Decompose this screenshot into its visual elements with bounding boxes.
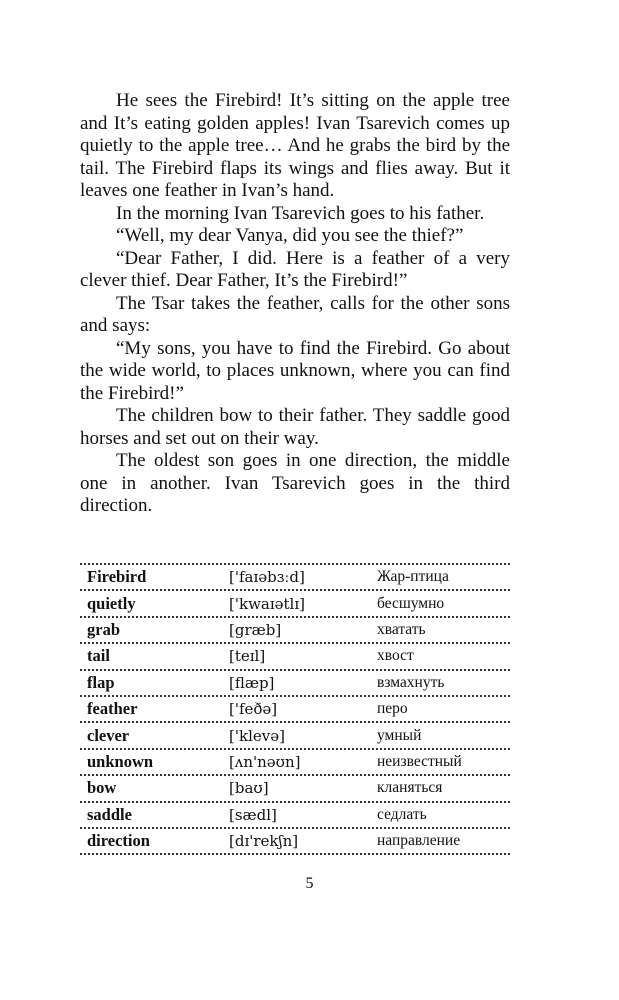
- vocabulary-row: [80, 776, 510, 802]
- vocab-transcription: ['kwaɪətlɪ]: [229, 594, 305, 613]
- vocab-word: saddle: [87, 804, 132, 824]
- vocab-word: flap: [87, 672, 115, 692]
- vocab-transcription: ['faɪəbɜːd]: [229, 568, 305, 587]
- story-text: [80, 90, 510, 518]
- vocab-translation: бесшумно: [377, 594, 445, 612]
- vocab-transcription: [græb]: [229, 620, 282, 639]
- vocab-translation: хватать: [377, 620, 426, 638]
- vocab-transcription: [dɪ'rekʃn]: [229, 832, 299, 851]
- vocab-transcription: [sædl]: [229, 805, 277, 824]
- vocab-translation: направление: [377, 832, 461, 850]
- vocab-word: Firebird: [87, 567, 147, 587]
- vocab-translation: перо: [377, 700, 408, 718]
- vocab-translation: Жар-птица: [377, 568, 449, 586]
- paragraph: The oldest son goes in one direction, the middle one in another. Ivan Tsarevich goes in the third direction.: [80, 450, 510, 516]
- vocab-word: feather: [87, 699, 138, 719]
- vocab-translation: неизвестный: [377, 752, 462, 770]
- vocabulary-row: [80, 565, 510, 591]
- vocab-translation: умный: [377, 726, 422, 744]
- vocabulary-row: [80, 671, 510, 697]
- vocab-transcription: [flæp]: [229, 673, 275, 692]
- vocab-transcription: ['feðə]: [229, 700, 278, 719]
- vocabulary-row: [80, 618, 510, 644]
- vocabulary-row: [80, 644, 510, 670]
- paragraph: The Tsar takes the feather, calls for the other sons and says:: [80, 292, 510, 336]
- vocab-word: direction: [87, 831, 150, 851]
- vocab-word: unknown: [87, 751, 154, 771]
- vocab-translation: седлать: [377, 805, 427, 823]
- paragraph: “Dear Father, I did. Here is a feather of a very clever thief. Dear Father, It’s the Firebird!”: [80, 247, 510, 291]
- vocabulary-row: [80, 723, 510, 749]
- vocabulary-row: [80, 591, 510, 617]
- paragraph: “My sons, you have to find the Firebird. Go about the wide world, to places unknown, where you can find the Firebird!”: [80, 337, 510, 404]
- vocab-transcription: [baʊ]: [229, 779, 269, 798]
- vocab-transcription: [ʌn'nəʊn]: [229, 752, 301, 771]
- vocab-word: clever: [87, 725, 130, 745]
- vocab-transcription: ['klevə]: [229, 726, 285, 745]
- paragraph: In the morning Ivan Tsarevich goes to his father.: [116, 202, 485, 224]
- paragraph: He sees the Firebird! It’s sitting on the apple tree and It’s eating golden apples! Ivan Tsarevich comes up quietly to the apple tree… And he grabs the bird by the tail. The Firebird flaps its wings and flies away. But it leaves one feather in Ivan’s hand.: [80, 90, 510, 201]
- vocab-word: tail: [87, 646, 110, 666]
- vocab-word: quietly: [87, 593, 136, 613]
- vocab-translation: хвост: [377, 647, 414, 665]
- vocab-transcription: [teɪl]: [229, 647, 266, 666]
- vocabulary-row: [80, 697, 510, 723]
- vocabulary-table: [80, 563, 510, 855]
- vocab-word: bow: [87, 778, 117, 798]
- vocabulary-row: [80, 803, 510, 829]
- vocabulary-row: [80, 750, 510, 776]
- vocab-translation: взмахнуть: [377, 673, 445, 691]
- vocab-translation: кланяться: [377, 779, 443, 797]
- page-number: 5: [305, 875, 314, 892]
- vocab-word: grab: [87, 619, 120, 639]
- paragraph: “Well, my dear Vanya, did you see the thief?”: [116, 225, 464, 246]
- paragraph: The children bow to their father. They saddle good horses and set out on their way.: [80, 405, 510, 449]
- vocabulary-row: [80, 829, 510, 855]
